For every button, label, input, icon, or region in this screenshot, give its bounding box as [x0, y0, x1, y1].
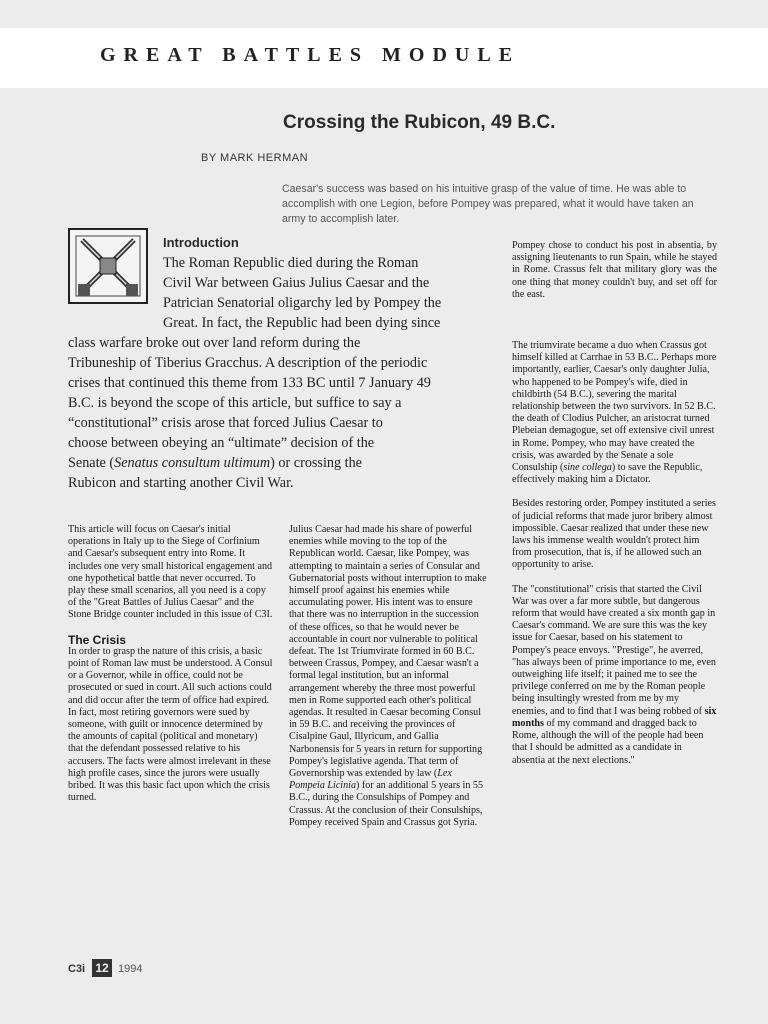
senate-before: Senate ( — [68, 455, 115, 471]
intro-line: B.C. is beyond the scope of this article, but suffice to say a — [68, 395, 402, 411]
intro-line-senate — [68, 454, 362, 472]
crossed-swords-logo-icon — [68, 228, 148, 304]
col3-text: of my command and dragged back to Rome, although the will of the people had been that I should be admitted as a candidate in absentia at the next elections." — [512, 717, 704, 766]
sine-latin: sine collega — [563, 462, 612, 474]
intro-line: Tribuneship of Tiberius Gracchus. A description of the periodic — [68, 355, 428, 371]
intro-line: choose between obeying an “ultimate” decision of the — [68, 435, 375, 451]
six-months-bold: six months — [512, 705, 717, 729]
column-1 — [68, 524, 273, 804]
intro-line: crises that continued this theme from 133 BC until 7 January 49 — [68, 375, 431, 391]
lex-latin: Lex Pompeia Licinia — [289, 768, 452, 792]
intro-line: Rubicon and starting another Civil War. — [68, 475, 294, 491]
col3-text: The triumvirate became a duo when Crassus got himself killed at Carrhae in 53 B.C.. Perhaps more importantly, earlier, Caesar's only daughter Julia, who happened to be Pompey's wife, died in childbirth (54 B.C.), severing the marital relationship between the two survivors. In 52 B.C. the death of Clodius Pulcher, an aristocrat turned Plebeian demagogue, set off extensive civil unrest in Rome. Pompey, who may have created the crisis, was awarded by the Senate a sole Consulship ( — [512, 340, 717, 474]
col3-paragraph — [512, 340, 717, 486]
intro-line: “constitutional” crisis arose that forced Julius Caesar to — [68, 415, 383, 431]
module-title: GREAT BATTLES MODULE — [100, 44, 521, 66]
footer-year: 1994 — [118, 963, 143, 975]
intro-line: The Roman Republic died during the Roman — [163, 255, 419, 271]
col2-text: ) for an additional 5 years in 55 B.C., during the Consulships of Pompey and Crassus. At the conclusion of their Consulships, Pompey received Spain and Crassus got Syria. — [289, 780, 483, 828]
article-title: Crossing the Rubicon, 49 B.C. — [283, 112, 556, 133]
col3-paragraph — [512, 584, 717, 767]
col3-paragraph: Pompey chose to conduct his post in absentia, by assigning lieutenants to run Spain, while he stayed in Rome. Crassus felt that military glory was the one thing that money couldn't buy, and set off for the east. — [512, 240, 717, 300]
column-3 — [512, 240, 717, 301]
intro-line: Patrician Senatorial oligarchy led by Pompey the — [163, 295, 442, 311]
intro-line: class warfare broke out over land reform during the — [68, 335, 361, 351]
page-number: 12 — [92, 959, 112, 977]
footer-magazine: C3i — [68, 963, 86, 975]
col1-paragraph: This article will focus on Caesar's initial operations in Italy up to the Siege of Corfinium and Caesar's subsequent entry into Rome. It includes one very small historical engagement and one hypothetical battle that never occurred. To play these small scenarios, all you need is a copy of the "Great Battles of Julius Caesar" and the Stone Bridge counter included in this issue of C3I. — [68, 524, 273, 621]
column-2 — [289, 524, 489, 829]
col3-paragraph: Besides restoring order, Pompey instituted a series of judicial reforms that made juror bribery almost impossible. Caesar realized that under these new laws his immense wealth wouldn't protect him from prosecution, that is, if he allowed such an opportunity to arise. — [512, 498, 716, 571]
senate-after: ) or crossing the — [270, 455, 362, 471]
col2-paragraph — [289, 524, 489, 829]
intro-line: Civil War between Gaius Julius Caesar and the — [163, 275, 430, 291]
senate-latin: Senatus consultum ultimum — [114, 455, 271, 471]
col2-text: Julius Caesar had made his share of powerful enemies while moving to the top of the Republican world. Caesar, like Pompey, was attempting to maintain a series of Consular and Gubernatorial posts without interruption to make himself proof against his enemies while accumulating power. His intent was to ensure that there was no interruption in the succession of these offices, so that he would never be accountable in court nor vulnerable to political defeat. The 1st Triumvirate formed in 60 B.C. between Crassus, Pompey, and Caesar wasn't a formal legal institution, but an informal arrangement whereby the three most powerful men in Rome supported each other's political agendas. It resulted in Caesar becoming Consul in 59 B.C. and receiving the provinces of Cisalpine Gaul, Illyricum, and Gallia Narbonensis for 5 years in return for supporting Pompey's legislative agenda. That term of Governorship was extended by law ( — [289, 524, 487, 780]
col1-paragraph: In order to grasp the nature of this crisis, a basic point of Roman law must be understood. A Consul or a Governor, while in office, could not be prosecuted or sued in court. All such actions could and did occur after the term of office had expired. In fact, most retiring governors were sued by someone, with guilt or innocence determined by the amounts of capital (political and monetary) that the defendant possessed relative to his accusers. The facts were almost irrelevant in these high profile cases, since the jurors were usually bribed. It was this basic fact upon which the crisis turned. — [68, 645, 273, 804]
column-3-lower — [512, 340, 717, 767]
intro-line: Great. In fact, the Republic had been dying since — [163, 315, 441, 331]
byline: BY MARK HERMAN — [201, 152, 309, 164]
col3-text: The "constitutional" crisis that started the Civil War was over a far more subtle, but dangerous reform that would have created a six month gap in Caesar's command. We are sure this was the key issue for Caesar, based on his statement to Pompey's peace envoys. "Prestige", he averred, "has always been of prime importance to me, even outweighing life itself; it pained me to see the privilege conferred on me by the Roman people being insultingly wrested from me by my enemies, and to find that I was being robbed of — [512, 583, 716, 717]
intro-heading: Introduction — [163, 235, 239, 250]
col3-text: ) to save the Republic, effectively making him a Dictator. — [512, 462, 703, 486]
article-summary: Caesar's success was based on his intuitive grasp of the value of time. He was able to accomplish with one Legion, before Pompey was prepared, what it would have taken an army to accomplish later. — [282, 183, 694, 225]
crisis-heading: The Crisis — [68, 632, 127, 647]
